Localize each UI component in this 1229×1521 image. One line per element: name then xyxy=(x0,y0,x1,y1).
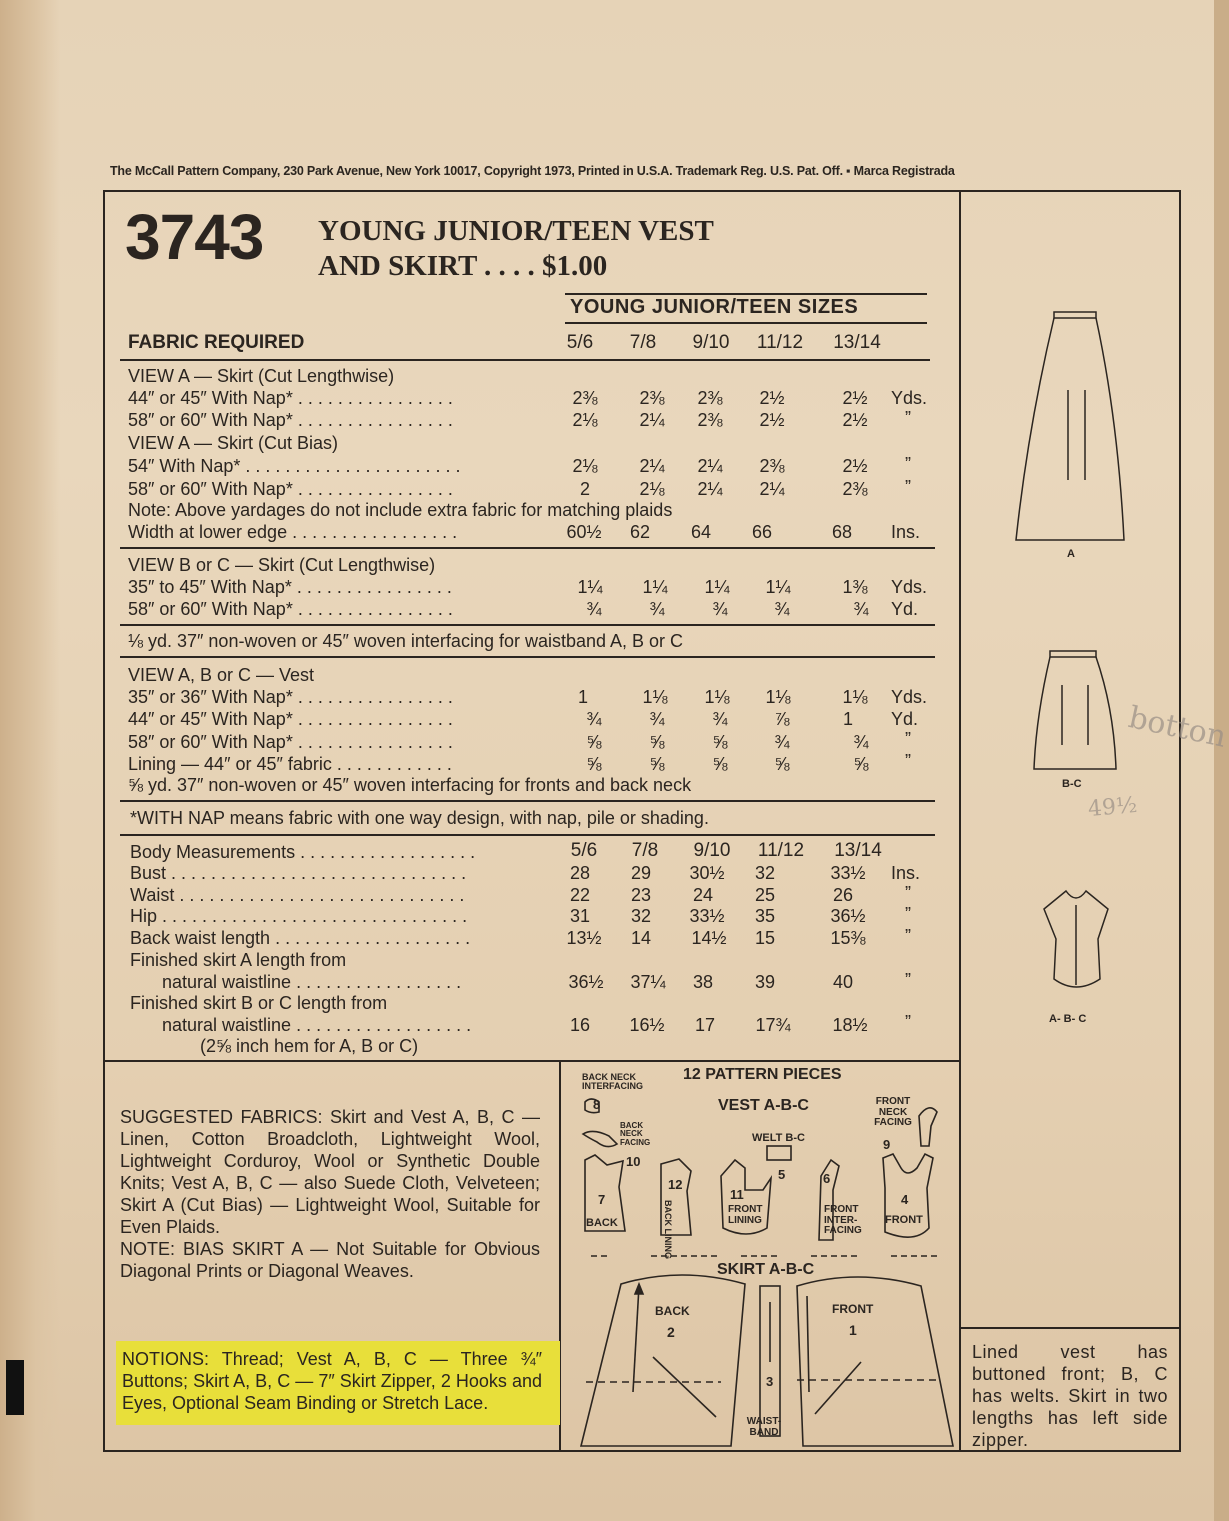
cell: ¾ xyxy=(586,709,602,729)
row-label: 58″ or 60″ With Nap* . . . . . . . . . . . . . . . . xyxy=(128,479,453,499)
view-a-label: A xyxy=(1067,548,1075,560)
cell: 24 xyxy=(692,885,714,905)
row-label: 58″ or 60″ With Nap* . . . . . . . . . . . . . . . . xyxy=(128,599,453,619)
unit: ” xyxy=(905,751,911,771)
size-col-header: 9/10 xyxy=(692,332,730,353)
row-label: 58″ or 60″ With Nap* . . . . . . . . . . . . . . . . xyxy=(128,410,453,430)
cell: 1⅛ xyxy=(642,687,668,707)
unit: Yds. xyxy=(891,388,928,408)
row-label: Bust . . . . . . . . . . . . . . . . . . . . . . . . . . . . . . xyxy=(130,863,467,883)
row-label: Width at lower edge . . . . . . . . . . . . . . . . . xyxy=(128,522,458,542)
unit: Yds. xyxy=(891,577,928,597)
cell: 66 xyxy=(751,522,773,542)
cell: 2¼ xyxy=(759,479,785,499)
row-label: 44″ or 45″ With Nap* . . . . . . . . . . . . . . . . xyxy=(128,388,453,408)
cell: ⅝ xyxy=(649,754,665,774)
cell: 1 xyxy=(577,687,588,707)
skirt-a-length-label: Finished skirt A length from xyxy=(130,950,347,970)
skirt-a-length-label-2: natural waistline . . . . . . . . . . . . . . . . . xyxy=(162,972,462,992)
skirt-back-label: BACK xyxy=(655,1304,690,1318)
bias-note: NOTE: BIAS SKIRT A — Not Suitable for Obvious Diagonal Prints or Diagonal Weaves. xyxy=(120,1239,540,1281)
rule xyxy=(565,322,927,324)
cell: 2½ xyxy=(842,456,868,476)
cell: 22 xyxy=(569,885,591,905)
cell: 1⅛ xyxy=(704,687,730,707)
cell: 17¾ xyxy=(755,1015,791,1035)
unit: ” xyxy=(905,477,911,497)
cell: 2⅜ xyxy=(842,479,868,499)
body-measurements-label: Body Measurements . . . . . . . . . . . . . . . . . . xyxy=(130,842,476,862)
size-col-header: 5/6 xyxy=(570,840,598,861)
cell: ⅞ xyxy=(774,709,790,729)
skirt-group-label: SKIRT A-B-C xyxy=(717,1261,815,1278)
cell: 30½ xyxy=(689,863,725,883)
unit: ” xyxy=(905,454,911,474)
handwriting-botton: botton xyxy=(1125,700,1229,755)
rule xyxy=(959,1327,1181,1329)
skirt-back-number: 2 xyxy=(667,1324,675,1340)
size-col-header: 13/14 xyxy=(833,332,881,353)
row-label: 58″ or 60″ With Nap* . . . . . . . . . . . . . . . . xyxy=(128,732,453,752)
cell: 35 xyxy=(754,906,776,926)
cell: 2⅜ xyxy=(759,456,785,476)
right-column-divider xyxy=(959,190,961,1452)
row-label: Back waist length . . . . . . . . . . . . . . . . . . . . xyxy=(130,928,471,948)
cell: 68 xyxy=(831,522,853,542)
cell: 2½ xyxy=(842,410,868,430)
plaid-note: Note: Above yardages do not include extra fabric for matching plaids xyxy=(128,500,673,520)
cell: 31 xyxy=(569,906,591,926)
cell: ⅝ xyxy=(649,732,665,752)
cell: 32 xyxy=(630,906,652,926)
cell: 38 xyxy=(692,972,714,992)
cell: 2⅛ xyxy=(639,479,665,499)
cell: 18½ xyxy=(832,1015,868,1035)
rule xyxy=(120,656,935,658)
skirt-bc-length-label: Finished skirt B or C length from xyxy=(130,993,388,1013)
cell: 1¼ xyxy=(704,577,730,597)
cell: ¾ xyxy=(649,599,665,619)
cell: 39 xyxy=(754,972,776,992)
cell: 1¼ xyxy=(765,577,791,597)
front-neck-facing-number: 9 xyxy=(883,1137,891,1152)
view-a-illustration xyxy=(1010,300,1130,560)
cell: 14 xyxy=(630,928,652,948)
pattern-title-line2: AND SKIRT . . . . $1.00 xyxy=(318,250,608,282)
cell: ¾ xyxy=(853,732,869,752)
cell: 36½ xyxy=(830,906,866,926)
cell: 2⅛ xyxy=(572,456,598,476)
pattern-number: 3743 xyxy=(125,201,264,273)
cell: 2½ xyxy=(759,410,785,430)
front-number: 4 xyxy=(901,1192,909,1207)
unit: ” xyxy=(905,883,911,903)
row-label: Waist . . . . . . . . . . . . . . . . . . . . . . . . . . . . . xyxy=(130,885,465,905)
row-label: 35″ or 36″ With Nap* . . . . . . . . . . . . . . . . xyxy=(128,687,453,707)
row-label: 54″ With Nap* . . . . . . . . . . . . . . . . . . . . . . xyxy=(128,456,461,476)
handwriting-length: 49½ xyxy=(1087,792,1139,823)
cell: 2½ xyxy=(759,388,785,408)
cell: 28 xyxy=(569,863,591,883)
waistband-label: WAIST- BAND xyxy=(746,1416,782,1438)
torn-left-edge xyxy=(0,0,60,1521)
back-lining-number: 12 xyxy=(668,1177,683,1192)
suggested-fabrics-text: SUGGESTED FABRICS: Skirt and Vest A, B, C — Linen, Cotton Broadcloth, Lightweight Wool, Lightweight Corduroy, Wool or Synthetic Double Knits; Vest A, B, C — also Suede Cloth, Velveteen; Skirt A (Cut Bias) — Lightweight Wool, Suitable for Even Plaids. xyxy=(120,1107,540,1237)
size-col-header: 7/8 xyxy=(631,840,659,861)
vest-group-label: VEST A-B-C xyxy=(718,1097,809,1114)
rule xyxy=(120,834,935,836)
unit: ” xyxy=(905,729,911,749)
cell: 23 xyxy=(630,885,652,905)
front-label: FRONT xyxy=(885,1214,923,1226)
size-col-header: 7/8 xyxy=(629,332,657,353)
copyright-line: The McCall Pattern Company, 230 Park Avenue, New York 10017, Copyright 1973, Printed in U.S.A. Trademark Reg. U.S. Pat. Off. ▪ Marca Registrada xyxy=(110,164,955,178)
cell: 16½ xyxy=(629,1015,665,1035)
cell: 26 xyxy=(832,885,854,905)
cell: 33½ xyxy=(830,863,866,883)
cell: ⅝ xyxy=(774,754,790,774)
cell: 25 xyxy=(754,885,776,905)
welt-label: WELT B-C xyxy=(752,1132,805,1144)
size-col-header: 5/6 xyxy=(566,332,594,353)
front-lining-number: 11 xyxy=(730,1187,744,1202)
cell: 2¼ xyxy=(697,456,723,476)
unit: ” xyxy=(905,1012,911,1032)
cell: 36½ xyxy=(568,972,604,992)
cell: 1¼ xyxy=(642,577,668,597)
pattern-title-line1: YOUNG JUNIOR/TEEN VEST xyxy=(318,215,714,247)
front-interfacing-number: 6 xyxy=(823,1171,831,1186)
cell: 60½ xyxy=(566,522,602,542)
rule xyxy=(120,624,935,626)
sizes-header: YOUNG JUNIOR/TEEN SIZES xyxy=(570,296,859,318)
cell: 2⅜ xyxy=(697,410,723,430)
cell: 2⅜ xyxy=(639,388,665,408)
waistband-interfacing: ⅛ yd. 37″ non-woven or 45″ woven interfacing for waistband A, B or C xyxy=(128,631,684,651)
unit: Yd. xyxy=(891,599,919,619)
row-label: Hip . . . . . . . . . . . . . . . . . . . . . . . . . . . . . . . xyxy=(130,906,468,926)
back-label: BACK xyxy=(586,1217,618,1229)
size-col-header: 11/12 xyxy=(757,840,805,861)
unit: Ins. xyxy=(891,863,921,883)
back-neck-facing-number: 10 xyxy=(626,1154,641,1169)
cell: ⅝ xyxy=(586,732,602,752)
suggested-fabrics xyxy=(120,1106,540,1282)
cell: 33½ xyxy=(689,906,725,926)
cell: 15⅜ xyxy=(830,928,866,948)
welt-number: 5 xyxy=(778,1167,786,1182)
rule xyxy=(120,359,930,361)
cell: ⅝ xyxy=(853,754,869,774)
section-title: VIEW A — Skirt (Cut Lengthwise) xyxy=(128,366,395,386)
cell: ⅝ xyxy=(586,754,602,774)
unit: Yds. xyxy=(891,687,928,707)
cell: 37¼ xyxy=(630,972,666,992)
unit: ” xyxy=(905,926,911,946)
cell: ⅝ xyxy=(712,754,728,774)
back-neck-interfacing-label: BACK NECK INTERFACING xyxy=(582,1072,644,1092)
unit: Yd. xyxy=(891,709,919,729)
size-col-header: 11/12 xyxy=(756,332,804,353)
notions-text: NOTIONS: Thread; Vest A, B, C — Three ¾″ Buttons; Skirt A, B, C — 7″ Skirt Zipper, 2 Hooks and Eyes, Optional Seam Binding or Stretch Lace. xyxy=(122,1349,542,1413)
view-abc-vest-illustration xyxy=(1030,885,1120,1005)
skirt-front-number: 1 xyxy=(849,1322,857,1338)
cell: 2⅜ xyxy=(572,388,598,408)
cell: 1 xyxy=(842,709,853,729)
cell: 2⅜ xyxy=(697,388,723,408)
section-title: VIEW B or C — Skirt (Cut Lengthwise) xyxy=(128,555,436,575)
cell: ⅝ xyxy=(712,732,728,752)
unit: ” xyxy=(905,408,911,428)
cell: 1¼ xyxy=(577,577,603,597)
rule xyxy=(120,800,935,802)
size-col-header: 13/14 xyxy=(834,840,882,861)
section-title: VIEW A, B or C — Vest xyxy=(128,665,315,685)
cell: 64 xyxy=(690,522,712,542)
front-interfacing-label: FRONT INTER- FACING xyxy=(824,1204,862,1236)
row-label: Lining — 44″ or 45″ fabric . . . . . . . . . . . . xyxy=(128,754,452,774)
cell: 16 xyxy=(569,1015,591,1035)
front-neck-facing-label: FRONT NECK FACING xyxy=(874,1096,912,1128)
cell: 2½ xyxy=(842,388,868,408)
front-lining-label: FRONT LINING xyxy=(728,1204,763,1226)
back-number: 7 xyxy=(598,1192,606,1207)
cell: 32 xyxy=(754,863,776,883)
waistband-number: 3 xyxy=(766,1374,774,1389)
skirt-front-label: FRONT xyxy=(832,1302,874,1316)
skirt-bc-length-label-2: natural waistline . . . . . . . . . . . . . . . . . . xyxy=(162,1015,472,1035)
hem-note: (2⅝ inch hem for A, B or C) xyxy=(200,1036,419,1056)
cell: 40 xyxy=(832,972,854,992)
pattern-pieces-title: 12 PATTERN PIECES xyxy=(683,1066,842,1083)
rule xyxy=(120,547,935,549)
rule xyxy=(565,293,927,295)
unit: ” xyxy=(905,970,911,990)
row-label: 35″ to 45″ With Nap* . . . . . . . . . . . . . . . . xyxy=(128,577,452,597)
cell: 1⅛ xyxy=(765,687,791,707)
view-bc-label: B-C xyxy=(1062,778,1082,790)
cell: 14½ xyxy=(691,928,727,948)
back-neck-interfacing-number: 8 xyxy=(593,1097,601,1112)
cell: 29 xyxy=(630,863,652,883)
cell: 2¼ xyxy=(639,410,665,430)
pattern-pieces-diagram xyxy=(561,1062,959,1452)
view-bc-illustration xyxy=(1030,645,1120,775)
cell: ¾ xyxy=(774,732,790,752)
cell: 2 xyxy=(579,479,590,499)
binder-tab xyxy=(6,1360,24,1415)
cell: 2⅛ xyxy=(572,410,598,430)
unit: Ins. xyxy=(891,522,921,542)
cell: 1⅜ xyxy=(842,577,868,597)
cell: 2¼ xyxy=(697,479,723,499)
cell: ¾ xyxy=(712,709,728,729)
cell: 2¼ xyxy=(639,456,665,476)
fabric-required-label: FABRIC REQUIRED xyxy=(128,332,305,353)
cell: 62 xyxy=(629,522,651,542)
vest-interfacing: ⅝ yd. 37″ non-woven or 45″ woven interfacing for fronts and back neck xyxy=(128,775,692,795)
cell: ¾ xyxy=(712,599,728,619)
size-col-header: 9/10 xyxy=(693,840,731,861)
cell: ¾ xyxy=(586,599,602,619)
cell: ¾ xyxy=(853,599,869,619)
cell: 15 xyxy=(754,928,776,948)
view-abc-label: A- B- C xyxy=(1049,1013,1087,1025)
pattern-description: Lined vest has buttoned front; B, C has welts. Skirt in two lengths has left side zipper. xyxy=(972,1342,1168,1450)
section-title: VIEW A — Skirt (Cut Bias) xyxy=(128,433,339,453)
unit: ” xyxy=(905,904,911,924)
back-neck-facing-label: BACK NECK FACING xyxy=(620,1121,651,1147)
cell: ¾ xyxy=(774,599,790,619)
back-lining-label: BACK LINING xyxy=(663,1200,673,1259)
nap-note: *WITH NAP means fabric with one way design, with nap, pile or shading. xyxy=(130,808,709,828)
cell: 17 xyxy=(694,1015,716,1035)
cell: ¾ xyxy=(649,709,665,729)
row-label: 44″ or 45″ With Nap* . . . . . . . . . . . . . . . . xyxy=(128,709,453,729)
cell: 1⅛ xyxy=(842,687,868,707)
cell: 13½ xyxy=(566,928,602,948)
